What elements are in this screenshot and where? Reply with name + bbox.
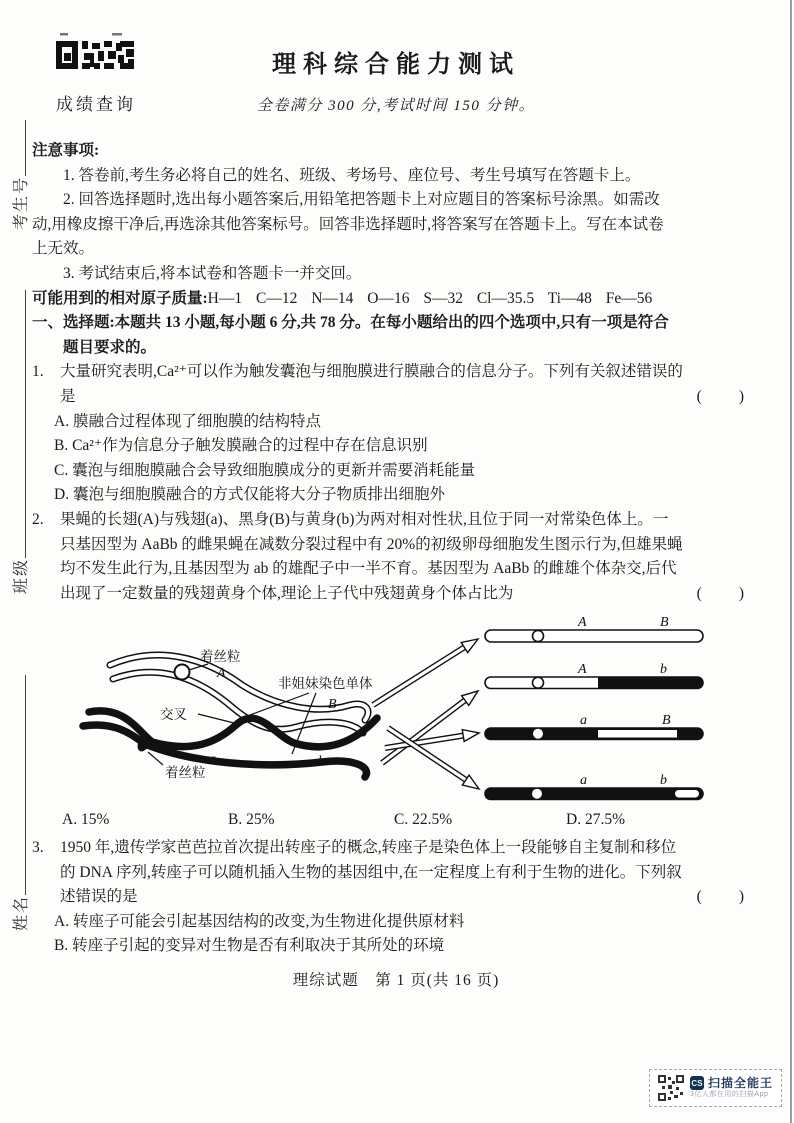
section-heading-line1: 一、选择题:本题共 13 小题,每小题 6 分,共 78 分。在每小题给出的四个选项中,只有一项是符合: [32, 314, 669, 332]
bar-label-left: a: [580, 773, 587, 788]
centromere-white-circle: [175, 665, 190, 680]
question-3-option-b: B. 转座子引起的变异对生物是否有利取决于其所处的环境: [54, 937, 445, 955]
answer-bracket: ( ): [696, 387, 746, 405]
question-2: [32, 508, 760, 606]
seal-label-class: [8, 290, 30, 594]
tetrad-label-a: a: [209, 752, 216, 767]
chromosome-diagram-svg: [32, 615, 760, 813]
camscanner-badge: [649, 1069, 782, 1107]
question-1-option-c: C. 囊泡与细胞膜融合会导致细胞膜成分的更新并需要消耗能量: [54, 461, 476, 479]
bar-label-right: B: [662, 713, 671, 728]
question-stem-text: 1950 年,遗传学家芭芭拉首次提出转座子的概念,转座子是染色体上一段能够自主复制和移位: [60, 839, 677, 856]
tetrad-label-A: A: [217, 666, 226, 681]
question-stem-text: 出现了一定数量的残翅黄身个体,理论上子代中残翅黄身个体占比为: [60, 584, 514, 602]
seal-label-name: [8, 675, 30, 931]
seal-label-text: 姓名: [12, 894, 30, 931]
section-heading-line2: 题目要求的。: [63, 338, 157, 356]
leader-centromere-bottom: [148, 752, 163, 765]
mapping-arrows: [373, 634, 482, 794]
question-1: [32, 360, 760, 508]
camscanner-text: [690, 1076, 773, 1099]
tetrad-label-B: B: [328, 697, 337, 712]
centromere-top-label: 着丝粒: [200, 649, 241, 664]
centromere-bottom-label: 着丝粒: [165, 765, 206, 780]
chromosome-diagram: [32, 615, 760, 813]
notice-item-3: 3. 考试结束后,将本试卷和答题卡一并交回。: [63, 264, 362, 282]
seal-blank-line: [12, 675, 26, 895]
chromosome-bar-AB: [485, 615, 703, 642]
question-2-option-a: A. 15%: [62, 811, 110, 828]
page-footer: 理综试题 第 1 页(共 16 页): [292, 972, 500, 989]
atomic-mass-line: [32, 287, 760, 312]
camscanner-qr-icon: [658, 1075, 684, 1101]
question-number: 2.: [32, 510, 44, 528]
question-3-line1: [32, 836, 760, 861]
chromosome-bar-aB: [485, 713, 703, 740]
question-1-option-a: A. 膜融合过程体现了细胞膜的结构特点: [54, 412, 321, 430]
main-text-block: [32, 139, 760, 606]
page-subtitle: 全卷满分 300 分,考试时间 150 分钟。: [256, 98, 536, 114]
camscanner-name: 扫描全能王: [707, 1075, 773, 1090]
bar-centromere: [533, 677, 544, 688]
non-sister-label: 非姐妹染色单体: [278, 676, 373, 691]
bar-label-left: a: [580, 713, 587, 728]
arrow-to-bar-2: [382, 686, 482, 763]
question-stem-text: 述错误的是: [60, 888, 138, 906]
question-3: [32, 836, 760, 959]
bar-label-left: A: [578, 662, 587, 677]
question-stem-text: 大量研究表明,Ca²⁺可以作为触发囊泡与细胞膜进行膜融合的信息分子。下列有关叙述错误的: [60, 363, 683, 381]
question-3-option-a: A. 转座子可能会引起基因结构的改变,为生物进化提供原材料: [54, 912, 465, 930]
answer-bracket: ( ): [696, 888, 746, 906]
seal-label-examinee-number: [8, 120, 30, 230]
bar-label-right: B: [660, 615, 669, 630]
camscanner-cs-icon: CS: [690, 1076, 704, 1090]
answer-bracket: ( ): [696, 584, 746, 602]
question-3-block: [32, 836, 760, 959]
seal-label-text: 班级: [12, 557, 30, 594]
atomic-mass-label: 可能用到的相对原子质量:: [32, 289, 208, 307]
notice-heading: 注意事项:: [32, 142, 100, 159]
question-stem-text: 果蝇的长翅(A)与残翅(a)、黑身(B)与黄身(b)为两对相对性状,且位于同一对常染色体上。一: [60, 510, 669, 528]
question-2-line2: 只基因型为 AaBb 的雌果蝇在减数分裂过程中有 20%的初级卵母细胞发生图示行为,但雄果蝇: [60, 535, 683, 553]
bar-label-right: b: [660, 662, 667, 677]
question-1-option-b: B. Ca²⁺作为信息分子触发膜融合的过程中存在信息识别: [54, 437, 428, 455]
cross-label: 交叉: [160, 707, 187, 722]
seal-blank-line: [12, 290, 26, 558]
notice-item-2-line2: 动,用橡皮擦干净后,再选涂其他答案标号。回答非选择题时,将答案写在答题卡上。写在本试卷: [32, 215, 664, 233]
atomic-mass-values: H—1 C—12 N—14 O—16 S—32 Cl—35.5 Ti—48 Fe—56: [207, 289, 653, 307]
seal-label-text: 考生号: [12, 175, 30, 230]
question-number: 3.: [32, 839, 44, 856]
bar-label-right: b: [660, 773, 667, 788]
leader-cross: [198, 714, 234, 723]
question-3-line2: 的 DNA 序列,转座子可以随机插入生物的基因组中,在一定程度上有利于生物的进化。下列叙: [60, 863, 682, 881]
question-2-option-c: C. 22.5%: [394, 811, 453, 828]
question-1-line1: [32, 360, 760, 385]
question-number: 1.: [32, 363, 44, 381]
question-2-option-d: D. 27.5%: [566, 811, 625, 828]
qr-caption: 成绩查询: [56, 95, 136, 114]
chromosome-bar-Ab: [485, 662, 703, 689]
bar-centromere: [533, 729, 543, 739]
question-stem-text: 是: [60, 387, 76, 405]
question-1-option-d: D. 囊泡与细胞膜融合的方式仅能将大分子物质排出细胞外: [54, 486, 445, 504]
notice-item-1: 1. 答卷前,考生务必将自己的姓名、班级、考场号、座位号、考生号填写在答题卡上。: [63, 166, 641, 184]
scan-edge-line: [790, 0, 792, 1123]
bar-centromere: [533, 631, 544, 642]
seal-blank-line: [12, 120, 26, 176]
question-1-line2: [32, 385, 760, 410]
question-3-line3: [32, 885, 760, 910]
question-2-line4: [32, 582, 760, 607]
notice-item-2-line1: 2. 回答选择题时,选出每小题答案后,用铅笔把答题卡上对应题目的答案标号涂黑。如需改: [63, 191, 660, 209]
bar-centromere: [532, 789, 542, 799]
question-2-option-b: B. 25%: [228, 811, 275, 828]
notice-item-2-line3: 上无效。: [32, 240, 95, 258]
tetrad-label-b: b: [318, 754, 325, 769]
question-2-line1: [32, 508, 760, 533]
chromosome-bar-ab: [485, 773, 703, 800]
question-2-line3: 均不发生此行为,且基因型为 ab 的雄配子中一半不育。基因型为 AaBb 的雌雄个体杂交,后代: [60, 560, 677, 578]
bar-label-left: A: [578, 615, 587, 630]
camscanner-tagline: 3亿人都在用的扫描App: [689, 1091, 769, 1099]
page-title: 理科综合能力测试: [272, 52, 520, 78]
